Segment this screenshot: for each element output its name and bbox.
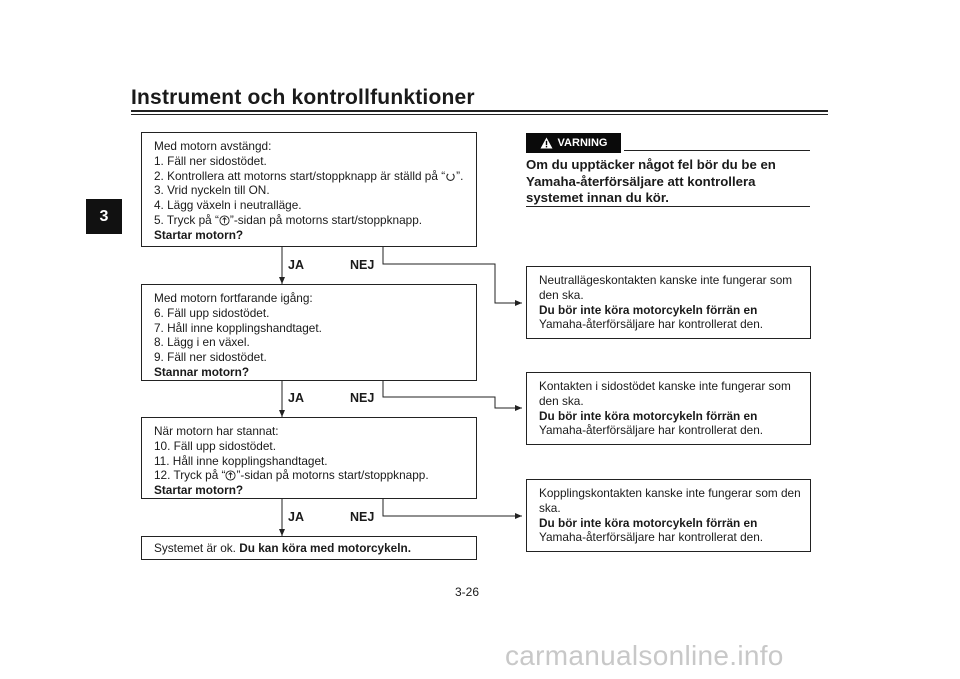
no-label-1: NEJ bbox=[350, 258, 375, 272]
box1-line: Med motorn avstängd: bbox=[154, 139, 272, 153]
watermark: carmanualsonline.info bbox=[505, 640, 784, 671]
box1-line: 4. Lägg växeln i neutralläge. bbox=[154, 198, 302, 213]
start-button-icon bbox=[219, 215, 230, 226]
failure-box-clutch-switch bbox=[526, 479, 811, 552]
failure-text: Kontakten i sidostödet kanske inte fungerar som bbox=[539, 379, 791, 393]
yes-label-3: JA bbox=[288, 510, 304, 524]
warning-triangle-icon bbox=[540, 137, 553, 149]
no-arrow-2 bbox=[383, 380, 522, 408]
page-title: Instrument och kontrollfunktioner bbox=[131, 86, 475, 109]
warning-badge bbox=[526, 133, 621, 153]
failure-text: Yamaha-återförsäljare har kontrollerat den. bbox=[539, 317, 764, 332]
flow-step-box-3 bbox=[141, 417, 477, 499]
warning-bottom-rule bbox=[526, 206, 810, 207]
flow-step-box-1 bbox=[141, 132, 477, 247]
failure-advice: Du bör inte köra motorcykeln förrän en bbox=[539, 302, 758, 317]
no-label-3: NEJ bbox=[350, 510, 375, 524]
warning-line: Yamaha-återförsäljare att kontrollera bbox=[526, 173, 756, 189]
failure-text: Yamaha-återförsäljare har kontrollerat den. bbox=[539, 423, 764, 438]
failure-text: den ska. bbox=[539, 287, 584, 302]
box1-question: Startar motorn? bbox=[154, 227, 244, 242]
box2-line: 7. Håll inne kopplingshandtaget. bbox=[154, 320, 322, 335]
box2-line: 9. Fäll ner sidostödet. bbox=[154, 350, 267, 365]
box2-question: Stannar motorn? bbox=[154, 364, 250, 379]
yes-label-2: JA bbox=[288, 391, 304, 405]
result-line: Systemet är ok. Du kan köra med motorcykeln. bbox=[154, 541, 411, 555]
no-arrow-3 bbox=[383, 498, 522, 516]
box1-line: 2. Kontrollera att motorns start/stoppknapp är ställd på “ ”. bbox=[154, 168, 464, 183]
no-label-2: NEJ bbox=[350, 391, 375, 405]
failure-text: ska. bbox=[539, 500, 561, 515]
box3-line: 12. Tryck på “ ”-sidan på motorns start/stoppknapp. bbox=[154, 468, 429, 483]
box3-line: 10. Fäll upp sidostödet. bbox=[154, 438, 276, 453]
box1-line: 5. Tryck på “ ”-sidan på motorns start/stoppknapp. bbox=[154, 212, 423, 227]
warning-text bbox=[526, 157, 810, 207]
box1-line: 1. Fäll ner sidostödet. bbox=[154, 153, 267, 168]
box2-line: Med motorn fortfarande igång: bbox=[154, 291, 313, 305]
box3-line: 11. Håll inne kopplingshandtaget. bbox=[154, 453, 328, 468]
failure-box-neutral-switch bbox=[526, 266, 811, 339]
box1-line: 3. Vrid nyckeln till ON. bbox=[154, 183, 270, 198]
warning-line: systemet innan du kör. bbox=[526, 190, 669, 205]
box3-line: När motorn har stannat: bbox=[154, 424, 279, 438]
failure-text: Yamaha-återförsäljare har kontrollerat den. bbox=[539, 530, 764, 545]
flow-step-box-2 bbox=[141, 284, 477, 381]
chapter-tab: 3 bbox=[86, 199, 122, 234]
warning-top-rule bbox=[624, 150, 810, 151]
failure-text: den ska. bbox=[539, 393, 584, 408]
start-button-icon bbox=[225, 470, 236, 481]
flow-result-box bbox=[141, 536, 477, 560]
warning-line: Om du upptäcker något fel bör du be en bbox=[526, 157, 776, 172]
warning-label: VARNING bbox=[557, 137, 608, 149]
box3-question: Startar motorn? bbox=[154, 483, 244, 498]
yes-label-1: JA bbox=[288, 258, 304, 272]
page-number: 3-26 bbox=[455, 585, 480, 599]
failure-box-sidestand-switch bbox=[526, 372, 811, 445]
engine-stop-icon bbox=[445, 171, 456, 182]
failure-text: Kopplingskontakten kanske inte fungerar som den bbox=[539, 486, 801, 500]
box2-line: 8. Lägg i en växel. bbox=[154, 335, 250, 350]
failure-advice: Du bör inte köra motorcykeln förrän en bbox=[539, 408, 758, 423]
box2-line: 6. Fäll upp sidostödet. bbox=[154, 305, 270, 320]
failure-text: Neutrallägeskontakten kanske inte fungerar som bbox=[539, 273, 793, 287]
failure-advice: Du bör inte köra motorcykeln förrän en bbox=[539, 515, 758, 530]
